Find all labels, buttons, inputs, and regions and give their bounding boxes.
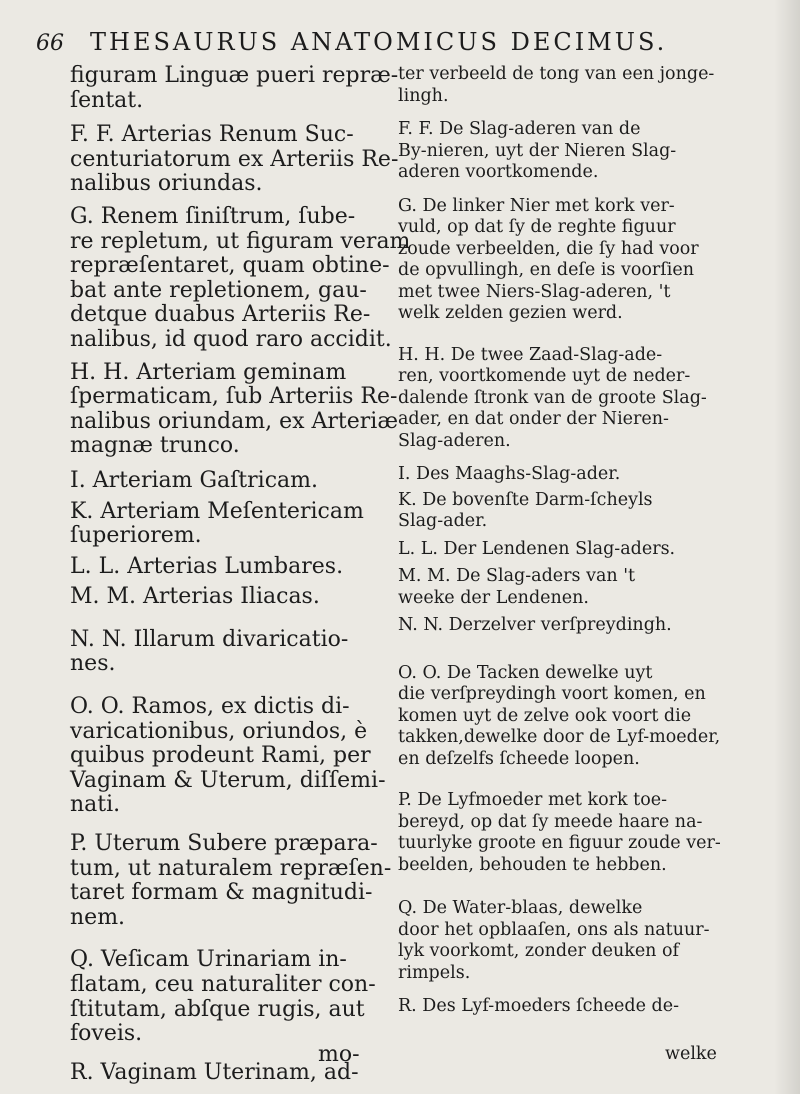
dutch-line: die verſpreydingh voort komen, en (398, 684, 706, 704)
dutch-line: P. De Lyfmoeder met kork toe- (398, 790, 668, 810)
dutch-entry (398, 119, 724, 184)
latin-line: foveis. (70, 1021, 143, 1047)
latin-line: F. F. Arterias Renum Suc- (70, 122, 354, 148)
dutch-catchword: welke (665, 1044, 717, 1064)
dutch-column (398, 64, 724, 1018)
dutch-entry (398, 663, 724, 771)
latin-line: N. N. Illarum divaricatio- (70, 626, 349, 652)
dutch-line: I. Des Maaghs-Slag-ader. (398, 464, 621, 484)
dutch-line: weeke der Lendenen. (398, 587, 589, 608)
dutch-entry (398, 566, 724, 609)
latin-line: nem. (70, 904, 126, 930)
latin-line: varicationibus, oriundos, è (70, 718, 368, 744)
latin-line: centuriatorum ex Arteriis Re- (70, 146, 399, 172)
latin-line: K. Arteriam Meſentericam (70, 498, 364, 524)
latin-entry (70, 831, 392, 930)
dutch-line: met twee Niers-Slag-aderen, 't (398, 281, 671, 302)
latin-line: magnæ trunco. (70, 433, 240, 459)
dutch-line: Slag-aderen. (398, 430, 511, 451)
dutch-line: L. L. Der Lendenen Slag-aders. (398, 538, 676, 559)
dutch-entry (398, 196, 724, 325)
dutch-line: en deſzelfs ſcheede loopen. (398, 748, 640, 769)
latin-entry (70, 500, 370, 549)
dutch-line: F. F. De Slag-aderen van de (398, 119, 641, 139)
latin-line: P. Uterum Subere præpara- (70, 831, 378, 857)
latin-line: bat ante repletionem, gau- (70, 277, 367, 303)
latin-line: nes. (70, 651, 116, 677)
dutch-line: de opvullingh, en deſe is voorſien (398, 260, 694, 280)
latin-line: quibus prodeunt Rami, per (70, 743, 371, 769)
latin-line: repræſentaret, quam obtine- (70, 253, 390, 279)
latin-entry (70, 122, 399, 197)
latin-line: tum, ut naturalem repræſen- (70, 855, 392, 881)
page-number: 66 (36, 31, 64, 56)
dutch-entry (398, 539, 724, 561)
latin-line: ſtitutam, abſque rugis, aut (70, 996, 365, 1022)
dutch-entry (398, 790, 724, 876)
dutch-entry (398, 464, 724, 486)
dutch-line: N. N. Derzelver verſpreydingh. (398, 615, 672, 635)
latin-column (70, 63, 411, 1085)
dutch-entry (398, 490, 724, 533)
dutch-line: takken,dewelke door de Lyf-moeder, (398, 727, 721, 747)
latin-line: nalibus oriundam, ex Arteriæ (70, 408, 398, 434)
dutch-line: rimpels. (398, 962, 471, 983)
latin-line: I. Arteriam Gaſtricam. (70, 467, 318, 493)
latin-line: R. Vaginam Uterinam, ad- (70, 1059, 359, 1085)
latin-line: re repletum, ut figuram veram (70, 228, 411, 254)
dutch-line: vuld, op dat ſy de reghte figuur (398, 217, 676, 237)
latin-line: Q. Veſicam Urinariam in- (70, 947, 347, 973)
latin-line: H. H. Arteriam geminam (70, 359, 347, 385)
latin-line: G. Renem ſiniſtrum, ſube- (70, 203, 356, 229)
latin-entry (70, 585, 370, 610)
dutch-entry (398, 996, 724, 1018)
dutch-line: lyk voorkomt, zonder deuken of (398, 941, 680, 961)
latin-line: detque duabus Arteriis Re- (70, 302, 371, 328)
latin-entry (70, 359, 398, 459)
dutch-line: ren, voortkomende uyt de neder- (398, 366, 691, 386)
latin-entry (70, 469, 370, 494)
latin-line: nati. (70, 792, 121, 818)
dutch-line: Slag-ader. (398, 511, 488, 531)
dutch-line: Q. De Water-blaas, dewelke (398, 898, 643, 918)
dutch-line: ader, en dat onder der Nieren- (398, 409, 669, 429)
dutch-line: M. M. De Slag-aders van 't (398, 566, 636, 586)
running-title: THESAURUS ANATOMICUS DECIMUS. (90, 28, 668, 56)
dutch-line: G. De linker Nier met kork ver- (398, 195, 675, 216)
dutch-line: R. Des Lyf-moeders ſcheede de- (398, 996, 680, 1016)
dutch-line: dalende ſtronk van de groote Slag- (398, 387, 707, 408)
dutch-line: ter verbeeld de tong van een jonge- (398, 64, 715, 84)
dutch-line: aderen voortkomende. (398, 162, 599, 182)
latin-line: flatam, ceu naturaliter con- (70, 972, 376, 997)
dutch-line: komen uyt de zelve ook voort die (398, 705, 692, 726)
dutch-line: tuurlyke groote en figuur zoude ver- (398, 833, 721, 853)
dutch-line: bereyd, op dat ſy meede haare na- (398, 811, 703, 832)
dutch-entry (398, 898, 724, 984)
latin-entry (70, 694, 386, 818)
dutch-line: beelden, behouden te hebben. (398, 854, 667, 875)
latin-catchword: mo- (318, 1042, 360, 1067)
latin-entry (70, 628, 370, 677)
page-header (36, 28, 736, 56)
latin-line: nalibus, id quod raro accidit. (70, 326, 392, 352)
dutch-line: By-nieren, uyt der Nieren Slag- (398, 140, 677, 161)
latin-line: ſentat. (70, 87, 144, 113)
latin-line: ſuperiorem. (70, 523, 202, 549)
latin-line: taret formam & magnitudi- (70, 880, 373, 906)
dutch-entry (398, 345, 724, 453)
latin-entry (70, 63, 399, 113)
latin-line: M. M. Arterias Iliacas. (70, 584, 320, 610)
dutch-line: H. H. De twee Zaad-Slag-ade- (398, 344, 663, 365)
latin-line: nalibus oriundas. (70, 171, 263, 197)
dutch-line: lingh. (398, 85, 449, 106)
latin-line: L. L. Arterias Lumbares. (70, 553, 344, 579)
latin-entry (70, 555, 370, 580)
dutch-line: K. De bovenſte Darm-ſcheyls (398, 489, 653, 510)
latin-line: O. O. Ramos, ex dictis di- (70, 694, 350, 720)
dutch-line: door het opblaaſen, ons als natuur- (398, 919, 710, 940)
latin-line: ſpermaticam, ſub Arteriis Re- (70, 384, 398, 410)
latin-line: Vaginam & Uterum, diſſemi- (70, 767, 386, 793)
latin-entry (70, 203, 411, 353)
dutch-line: welk zelden gezien werd. (398, 303, 623, 323)
dutch-entry (398, 615, 724, 637)
dutch-line: zoude verbeelden, die ſy had voor (398, 238, 699, 259)
dutch-line: O. O. De Tacken dewelke uyt (398, 662, 653, 683)
latin-line: figuram Linguæ pueri repræ- (70, 63, 399, 88)
latin-entry (70, 947, 376, 1047)
dutch-entry (398, 64, 724, 107)
